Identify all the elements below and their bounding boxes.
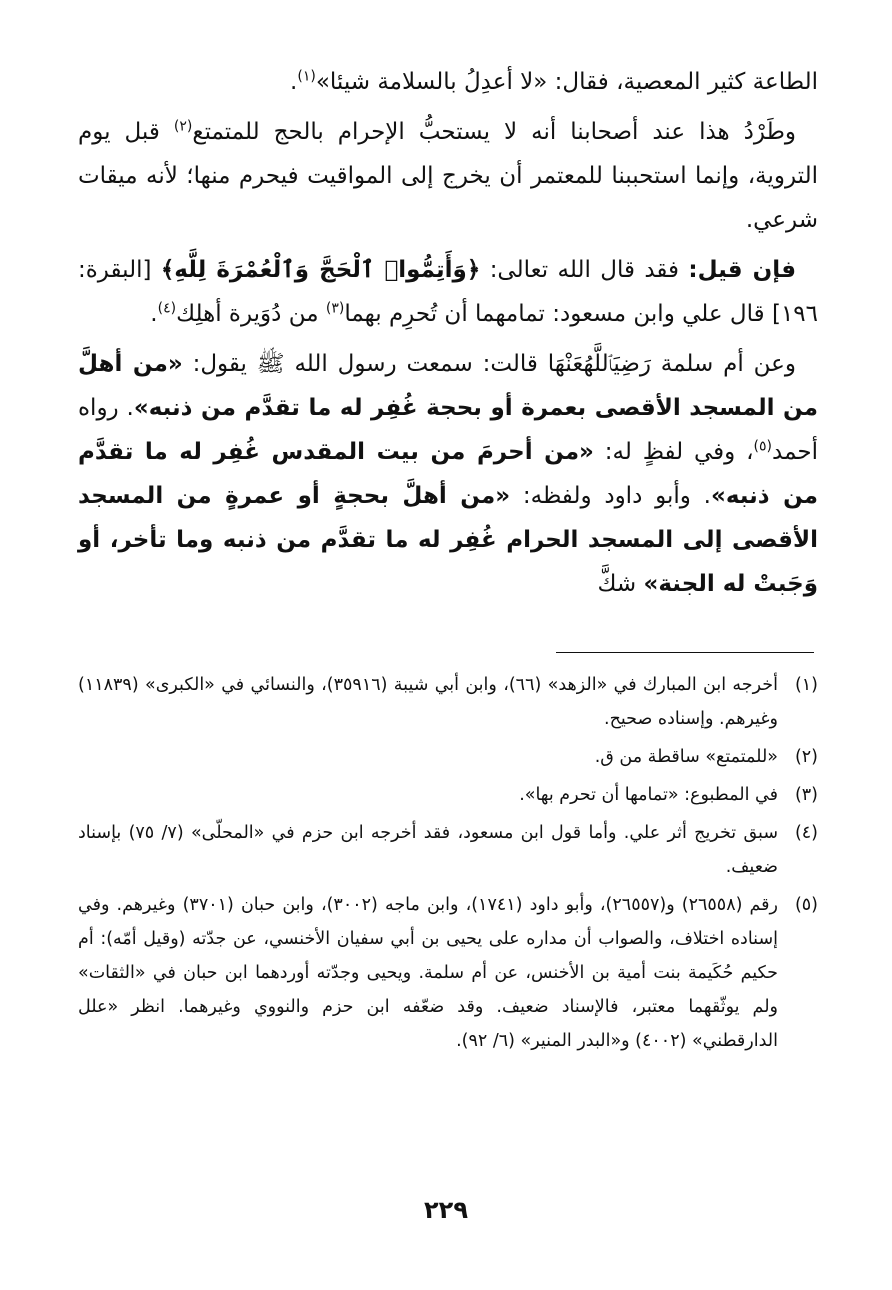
main-text [78, 60, 818, 606]
footnote-2 [78, 740, 818, 774]
p1-text: الطاعة كثير المعصية، فقال: «لا أعدِلُ بالسلامة شيئا» [315, 69, 818, 95]
footnote-1 [78, 668, 818, 736]
footnote-text: سبق تخريج أثر علي. وأما قول ابن مسعود، فقد أخرجه ابن حزم في «المحلّى» (٧/ ٧٥) بإسناد ضعيف. [78, 823, 778, 877]
footnote-ref-4[interactable]: (٤) [157, 300, 177, 317]
p3-text-b: [البقرة: ١٩٦] قال علي وابن مسعود: تمامهما أن تُحرِم بهما [78, 257, 818, 327]
footnote-ref-3[interactable]: (٣) [325, 300, 345, 317]
footnote-number: (٢) [794, 747, 818, 767]
page-body [78, 60, 818, 612]
p3-text-c: من دُوَيرة أهلِك [176, 301, 319, 327]
p3-text-a: فقد قال الله تعالى: [489, 257, 680, 283]
p4-text-b: . رواه أحمد [78, 395, 818, 465]
footnote-text: «للمتمتع» ساقطة من ق. [594, 747, 778, 767]
hadith-1: «من أهلَّ من المسجد الأقصى بعمرة أو بحجة غُفِر له ما تقدَّم من ذنبه» [78, 351, 818, 421]
p3-lead: فإن قيل: [688, 257, 797, 283]
footnote-5 [78, 888, 818, 1058]
footnote-text: في المطبوع: «تمامها أن تحرم بها». [519, 785, 778, 805]
p1-end: . [290, 69, 298, 95]
p3-end: . [150, 301, 158, 327]
p2-text-a: وطَرْدُ هذا عند أصحابنا أنه لا يستحبُّ الإحرام بالحج للمتمتع [192, 119, 796, 145]
footnote-number: (٥) [794, 895, 818, 915]
p4-text-e: شكَّ [597, 571, 637, 597]
paragraph-1 [78, 60, 818, 104]
footnote-number: (٣) [794, 785, 818, 805]
footnote-number: (٤) [794, 823, 818, 843]
paragraph-2 [78, 110, 818, 242]
paragraph-3 [78, 248, 818, 336]
footnote-4 [78, 816, 818, 884]
footnote-divider [556, 652, 814, 653]
p4-text-d: . وأبو داود ولفظه: [522, 483, 711, 509]
footnote-ref-1[interactable]: (١) [297, 68, 316, 85]
page-number: ٢٢٩ [424, 1196, 468, 1224]
hadith-2: «من أحرمَ من بيت المقدس غُفِر له ما تقدَّم من ذنبه» [78, 439, 819, 509]
paragraph-4 [78, 342, 818, 606]
footnote-ref-2[interactable]: (٢) [173, 118, 193, 135]
footnote-3 [78, 778, 818, 812]
p4-text-c: ، وفي لفظٍ له: [604, 439, 754, 465]
p2-text-b: قبل يوم التروية، وإنما استحببنا للمعتمر أن يخرج إلى المواقيت فيحرم منها؛ لأنه ميقات شرعي. [78, 119, 818, 233]
footnote-ref-5[interactable]: (٥) [753, 438, 773, 455]
footnote-text: أخرجه ابن المبارك في «الزهد» (٦٦)، وابن أبي شيبة (٣٥٩١٦)، والنسائي في «الكبرى» (١١٨٣٩) وغيرهم. وإسناده صحيح. [78, 675, 778, 729]
footnote-text: رقم (٢٦٥٥٨) و(٢٦٥٥٧)، وأبو داود (١٧٤١)، وابن ماجه (٣٠٠٢)، وابن حبان (٣٧٠١) وغيرهم. وفي إسناده اختلاف، والصواب أن مداره على يحيى بن أبي سفيان الأخنسي، عن جدّته (وقيل أمّه): أم حكيم حُكَيمة بنت أمية بن الأخنس، عن أم سلمة. ويحيى وجدّته أوردهما ابن حبان في «الثقات» ولم يوثّقهما معتبر، فالإسناد ضعيف. وقد ضعّفه ابن حزم والنووي وغيرهما. انظر «علل الدارقطني» (٤٠٠٢) و«البدر المنير» (٦/ ٩٢). [78, 895, 778, 1051]
hadith-3: «من أهلَّ بحجةٍ أو عمرةٍ من المسجد الأقصى إلى المسجد الحرام غُفِر له ما تقدَّم من ذنبه وما تأخر، أو وَجَبتْ له الجنة» [78, 483, 818, 597]
footnotes [78, 668, 818, 1062]
p4-text-a: وعن أم سلمة رَضِيَٱللَّهُعَنْهَا قالت: سمعت رسول الله ﷺ يقول: [192, 351, 796, 377]
quran-verse: ﴿وَأَتِمُّوا۟ ٱلْحَجَّ وَٱلْعُمْرَةَ لِلَّهِ﴾ [160, 257, 481, 283]
footnote-number: (١) [794, 675, 818, 695]
